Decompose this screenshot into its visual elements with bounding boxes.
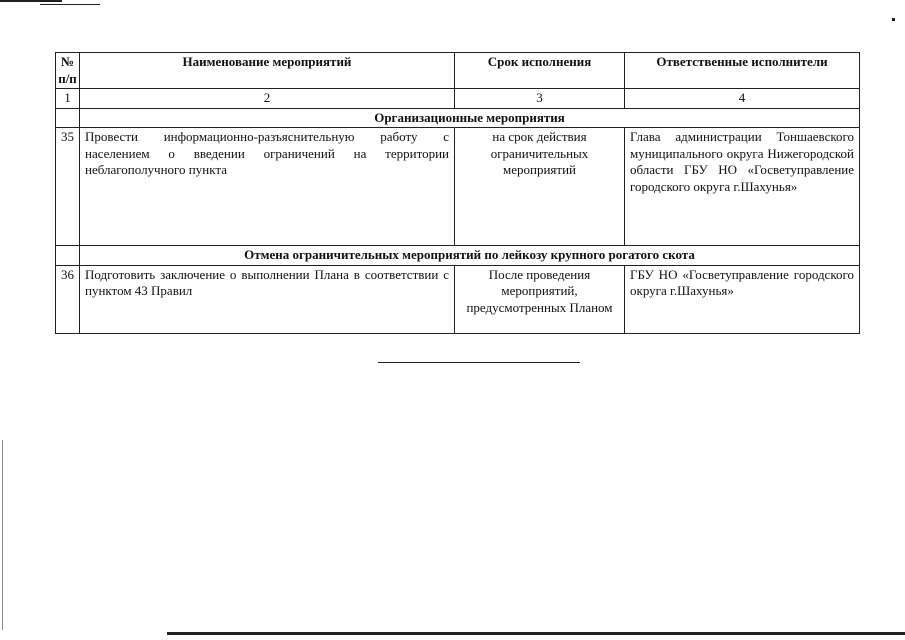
section-title: Отмена ограничительных мероприятий по лейкозу крупного рогатого скота [80,246,860,266]
column-index-row [56,89,860,109]
index-cell: 4 [625,89,860,109]
scan-mark-right-dot [892,18,895,21]
section-title-row [56,246,860,266]
table-header-row [56,53,860,89]
header-num: № п/п [56,53,80,89]
scan-mark-bottom [167,632,905,635]
plan-table [55,52,860,334]
scan-mark-top-left-thin [40,4,100,5]
header-responsible: Ответственные исполнители [625,53,860,89]
section-spacer-cell [56,108,80,128]
row-activity: Подготовить заключение о выполнении Плана в соответствии с пунктом 43 Правил [80,265,455,333]
row-number: 35 [56,128,80,246]
closing-rule [378,362,580,363]
row-activity: Провести информационно-разъяснительную работу с населением о введении ограничений на территории неблагополучного пункта [80,128,455,246]
scan-mark-left-edge [2,440,3,630]
row-number: 36 [56,265,80,333]
row-responsible: ГБУ НО «Госветуправление городского округа г.Шахунья» [625,265,860,333]
table-row [56,128,860,246]
index-cell: 1 [56,89,80,109]
header-term: Срок исполнения [455,53,625,89]
section-spacer-cell [56,246,80,266]
index-cell: 3 [455,89,625,109]
header-name: Наименование мероприятий [80,53,455,89]
scan-mark-top-left [0,0,62,2]
row-term: После проведения мероприятий, предусмотренных Планом [455,265,625,333]
row-term: на срок действия ограничительных мероприятий [455,128,625,246]
section-title: Организационные мероприятия [80,108,860,128]
section-title-row [56,108,860,128]
row-responsible: Глава администрации Тоншаевского муниципального округа Нижегородской области ГБУ НО «Госветуправление городского округа г.Шахунья» [625,128,860,246]
index-cell: 2 [80,89,455,109]
table-row [56,265,860,333]
